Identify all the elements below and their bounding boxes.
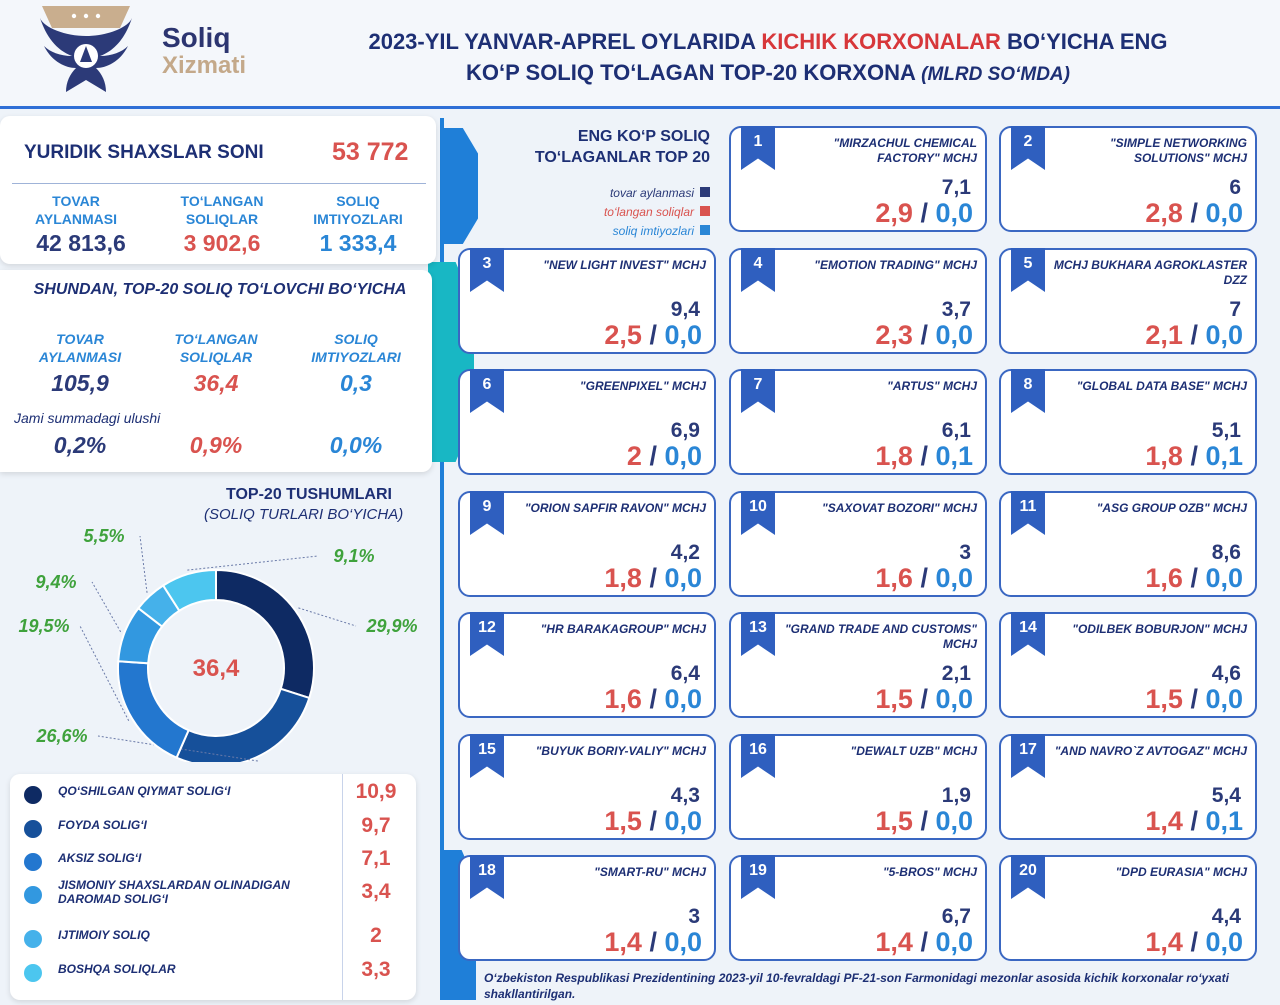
company-taxes: 1,4 <box>604 927 642 957</box>
separator: / <box>912 563 936 593</box>
separator: / <box>1182 563 1206 593</box>
separator: / <box>1182 927 1206 957</box>
company-name: "SIMPLE NETWORKING SOLUTIONS" MCHJ <box>1109 136 1247 165</box>
donut-percent-label: 19,5% <box>18 616 70 636</box>
donut-leader-line <box>92 582 121 632</box>
company-benefits: 0,0 <box>935 927 973 957</box>
top20-col2-label: TO‘LANGAN SOLIQLAR <box>174 331 258 365</box>
company-taxes: 1,8 <box>1145 441 1183 471</box>
page-title: 2023-YIL YANVAR-APREL OYLARIDA KICHIK KORXONALAR BO‘YICHA ENG KO‘P SOLIQ TO‘LAGAN TOP-20 KORXONA (MLRD SO‘MDA) <box>368 29 1168 85</box>
company-rank: 1 <box>753 133 763 150</box>
company-tax-line <box>1145 198 1243 229</box>
legend-item-taxes: to‘langan soliqlar <box>500 203 710 222</box>
separator: / <box>641 927 665 957</box>
company-benefits: 0,0 <box>664 684 702 714</box>
legend-dot-icon <box>24 853 42 871</box>
separator: / <box>912 806 936 836</box>
legend-label: FOYDA SOLIG‘I <box>58 818 147 832</box>
legend-value: 7,1 <box>361 847 391 870</box>
donut-leader-line <box>187 556 318 570</box>
company-tax-line <box>604 563 702 594</box>
company-rank: 17 <box>1019 741 1037 758</box>
summary-col1-label: TOVAR AYLANMASI <box>35 193 117 227</box>
company-benefits: 0,1 <box>1205 806 1243 836</box>
company-rank: 6 <box>482 376 492 393</box>
donut-leader-line <box>298 608 356 626</box>
legend-row <box>24 924 404 954</box>
company-benefits: 0,0 <box>935 684 973 714</box>
company-name: "MIRZACHUL CHEMICAL FACTORY" MCHJ <box>833 136 977 165</box>
company-card <box>729 491 987 597</box>
legend-dot-icon <box>24 886 42 904</box>
company-benefits: 0,0 <box>1205 320 1243 350</box>
company-tax-line <box>1145 684 1243 715</box>
company-card <box>729 126 987 232</box>
company-tax-line <box>604 320 702 351</box>
company-taxes: 1,8 <box>604 563 642 593</box>
company-card <box>999 734 1257 840</box>
company-name: "HR BARAKAGROUP" MCHJ <box>540 622 706 636</box>
company-taxes: 2,3 <box>875 320 913 350</box>
donut-slice <box>177 689 310 762</box>
company-turnover: 1,9 <box>941 784 971 807</box>
top20-legend <box>500 184 710 241</box>
company-name: "ORION SAPFIR RAVON" MCHJ <box>524 501 706 515</box>
legend-label: IJTIMOIY SOLIQ <box>58 928 150 942</box>
company-tax-line <box>875 320 973 351</box>
company-benefits: 0,1 <box>1205 441 1243 471</box>
separator: / <box>912 684 936 714</box>
company-card <box>729 248 987 354</box>
legend-value: 3,4 <box>361 880 391 903</box>
company-rank: 4 <box>753 255 763 272</box>
separator: / <box>912 198 936 228</box>
legend-label: BOSHQA SOLIQLAR <box>58 962 176 976</box>
top20-col3-value: 0,3 <box>340 370 372 396</box>
company-rank: 15 <box>478 741 496 758</box>
soliq-logo-icon <box>36 6 136 94</box>
company-turnover: 4,2 <box>670 541 700 564</box>
legend-value: 3,3 <box>361 958 391 981</box>
company-benefits: 0,0 <box>935 320 973 350</box>
company-taxes: 1,4 <box>1145 927 1183 957</box>
company-taxes: 1,6 <box>1145 563 1183 593</box>
company-card <box>999 369 1257 475</box>
company-turnover: 5,1 <box>1211 419 1241 442</box>
company-taxes: 1,6 <box>875 563 913 593</box>
top20-legend-title: ENG KO‘P SOLIQ TO‘LAGANLAR TOP 20 <box>534 128 710 166</box>
footer-note: O‘zbekiston Respublikasi Prezidentining 2023-yil 10-fevraldagi PF-21-son Farmonidagi mezonlar asosida kichik korxonalar ro‘yxati shakllantirilgan. <box>484 971 1229 1001</box>
company-turnover: 6 <box>1229 176 1241 199</box>
company-tax-line <box>875 684 973 715</box>
donut-title: TOP-20 TUSHUMLARI <box>226 486 392 503</box>
company-tax-line <box>875 441 973 472</box>
donut-percent-label: 26,6% <box>36 726 88 746</box>
brand-line2: Xizmati <box>162 52 247 79</box>
company-card <box>458 612 716 718</box>
summary-count: 53 772 <box>332 138 409 166</box>
company-tax-line <box>604 684 702 715</box>
company-name: "GREENPIXEL" MCHJ <box>579 379 706 393</box>
company-card <box>458 491 716 597</box>
company-turnover: 3 <box>959 541 971 564</box>
legend-row <box>24 780 404 810</box>
company-tax-line <box>875 806 973 837</box>
company-rank: 20 <box>1019 862 1037 879</box>
company-name: "EMOTION TRADING" MCHJ <box>814 258 977 272</box>
company-rank: 12 <box>478 619 496 636</box>
company-tax-line <box>604 927 702 958</box>
company-turnover: 6,9 <box>670 419 700 442</box>
company-rank: 8 <box>1023 376 1033 393</box>
summary-col1-value: 42 813,6 <box>36 230 126 256</box>
top20-col2-value: 36,4 <box>193 370 239 396</box>
company-benefits: 0,1 <box>935 441 973 471</box>
separator: / <box>1182 320 1206 350</box>
company-tax-line <box>1145 806 1243 837</box>
company-benefits: 0,0 <box>1205 927 1243 957</box>
company-tax-line <box>875 927 973 958</box>
company-rank: 9 <box>482 498 492 515</box>
separator: / <box>1182 684 1206 714</box>
company-turnover: 3 <box>688 905 700 928</box>
company-turnover: 9,4 <box>670 298 700 321</box>
company-tax-line <box>627 441 702 472</box>
company-turnover: 8,6 <box>1211 541 1241 564</box>
company-tax-line <box>1145 927 1243 958</box>
legend-value: 2 <box>370 924 382 947</box>
company-taxes: 1,6 <box>604 684 642 714</box>
company-taxes: 2,1 <box>1145 320 1183 350</box>
top20-col1-value: 105,9 <box>51 370 109 396</box>
company-benefits: 0,0 <box>664 320 702 350</box>
legend-label: AKSIZ SOLIG‘I <box>58 851 142 865</box>
company-rank: 19 <box>749 862 767 879</box>
summary-col2-label: TO‘LANGAN SOLIQLAR <box>180 193 264 227</box>
company-turnover: 6,4 <box>670 662 700 685</box>
company-card <box>729 734 987 840</box>
company-benefits: 0,0 <box>1205 684 1243 714</box>
legend-label: QO‘SHILGAN QIYMAT SOLIG‘I <box>58 784 231 798</box>
company-turnover: 7 <box>1229 298 1241 321</box>
company-name: "SMART-RU" MCHJ <box>594 865 706 879</box>
summary-col3-value: 1 333,4 <box>319 230 397 256</box>
company-turnover: 3,7 <box>941 298 971 321</box>
company-name: "AND NAVRO`Z AVTOGAZ" MCHJ <box>1054 744 1247 758</box>
company-card <box>729 855 987 961</box>
header-divider <box>0 106 1280 109</box>
company-taxes: 1,5 <box>604 806 642 836</box>
company-card <box>729 612 987 718</box>
company-taxes: 1,5 <box>875 806 913 836</box>
separator: / <box>641 441 665 471</box>
company-benefits: 0,0 <box>935 563 973 593</box>
legend-row <box>24 880 404 910</box>
company-taxes: 1,5 <box>875 684 913 714</box>
top20-col1-label: TOVAR AYLANMASI <box>38 331 122 365</box>
company-name: "ARTUS" MCHJ <box>887 379 977 393</box>
legend-row <box>24 847 404 877</box>
company-taxes: 1,4 <box>1145 806 1183 836</box>
company-rank: 7 <box>753 376 763 393</box>
donut-chart <box>0 522 440 762</box>
company-tax-line <box>1145 320 1243 351</box>
share-label: Jami summadagi ulushi <box>14 410 161 426</box>
legend-label: JISMONIY SHAXSLARDAN OLINADIGAN DAROMAD SOLIG‘I <box>58 878 290 906</box>
company-card <box>458 248 716 354</box>
summary-divider <box>12 183 426 184</box>
donut-legend-table <box>10 774 416 1000</box>
company-card <box>729 369 987 475</box>
separator: / <box>912 927 936 957</box>
company-tax-line <box>875 563 973 594</box>
company-name: "SAXOVAT BOZORI" MCHJ <box>822 501 977 515</box>
donut-center-label: 36,4 <box>192 655 240 682</box>
company-turnover: 7,1 <box>941 176 971 199</box>
company-rank: 3 <box>482 255 492 272</box>
company-tax-line <box>1145 441 1243 472</box>
company-taxes: 2,9 <box>875 198 913 228</box>
legend-row <box>24 814 404 844</box>
company-tax-line <box>604 806 702 837</box>
company-taxes: 1,5 <box>1145 684 1183 714</box>
donut-percent-label: 5,5% <box>83 526 125 546</box>
company-name: "NEW LIGHT INVEST" MCHJ <box>543 258 706 272</box>
company-rank: 11 <box>1019 498 1037 515</box>
top20-col3-share: 0,0% <box>329 432 383 458</box>
company-name: "5-BROS" MCHJ <box>882 865 977 879</box>
company-turnover: 6,1 <box>941 419 971 442</box>
legend-dot-icon <box>24 820 42 838</box>
company-taxes: 1,8 <box>875 441 913 471</box>
summary-card <box>0 116 436 264</box>
company-turnover: 6,7 <box>941 905 971 928</box>
separator: / <box>1182 198 1206 228</box>
donut-slice <box>118 661 189 757</box>
separator: / <box>641 806 665 836</box>
company-rank: 10 <box>749 498 767 515</box>
top20-heading: SHUNDAN, TOP-20 SOLIQ TO‘LOVCHI BO‘YICHA <box>33 281 407 298</box>
company-card <box>458 855 716 961</box>
legend-value: 10,9 <box>355 780 397 803</box>
company-name: "BUYUK BORIY-VALIY" MCHJ <box>535 744 706 758</box>
company-benefits: 0,0 <box>664 927 702 957</box>
company-turnover: 4,6 <box>1211 662 1241 685</box>
legend-dot-icon <box>24 786 42 804</box>
company-taxes: 2,8 <box>1145 198 1183 228</box>
company-name: "GRAND TRADE AND CUSTOMS" MCHJ <box>784 622 977 651</box>
company-benefits: 0,0 <box>935 198 973 228</box>
company-rank: 13 <box>749 619 767 636</box>
company-benefits: 0,0 <box>664 441 702 471</box>
separator: / <box>1182 441 1206 471</box>
company-tax-line <box>875 198 973 229</box>
separator: / <box>912 441 936 471</box>
legend-dot-icon <box>24 930 42 948</box>
summary-col2-value: 3 902,6 <box>183 230 261 256</box>
company-rank: 18 <box>478 862 496 879</box>
company-name: "GLOBAL DATA BASE" MCHJ <box>1076 379 1247 393</box>
donut-percent-label: 9,4% <box>35 572 77 592</box>
company-name: "ASG GROUP OZB" MCHJ <box>1096 501 1247 515</box>
top20-col2-share: 0,9% <box>189 432 243 458</box>
legend-item-turnover: tovar aylanmasi <box>500 184 710 203</box>
donut-percent-label: 29,9% <box>366 616 418 636</box>
company-rank: 2 <box>1023 133 1033 150</box>
company-card <box>458 734 716 840</box>
company-card <box>999 248 1257 354</box>
legend-dot-icon <box>24 964 42 982</box>
company-name: "ODILBEK BOBURJON" MCHJ <box>1072 622 1247 636</box>
separator: / <box>1182 806 1206 836</box>
legend-row <box>24 958 404 988</box>
donut-percent-label: 9,1% <box>333 546 375 566</box>
company-turnover: 4,4 <box>1211 905 1241 928</box>
company-card <box>999 126 1257 232</box>
company-turnover: 2,1 <box>941 662 971 685</box>
company-benefits: 0,0 <box>1205 563 1243 593</box>
company-taxes: 2,5 <box>604 320 642 350</box>
separator: / <box>641 684 665 714</box>
company-turnover: 5,4 <box>1211 784 1241 807</box>
company-benefits: 0,0 <box>664 563 702 593</box>
separator: / <box>912 320 936 350</box>
company-name: "DEWALT UZB" MCHJ <box>850 744 977 758</box>
company-card <box>458 369 716 475</box>
company-rank: 14 <box>1019 619 1037 636</box>
separator: / <box>641 320 665 350</box>
top20-card <box>0 270 432 472</box>
donut-leader-line <box>140 536 147 593</box>
company-taxes: 1,4 <box>875 927 913 957</box>
company-tax-line <box>1145 563 1243 594</box>
donut-subtitle: (SOLIQ TURLARI BO‘YICHA) <box>204 506 404 523</box>
company-taxes: 2 <box>626 441 642 471</box>
company-card <box>999 491 1257 597</box>
company-benefits: 0,0 <box>935 806 973 836</box>
company-turnover: 4,3 <box>670 784 700 807</box>
top20-col3-label: SOLIQ IMTIYOZLARI <box>311 331 401 365</box>
summary-label: YURIDIK SHAXSLAR SONI <box>24 142 264 163</box>
company-benefits: 0,0 <box>1205 198 1243 228</box>
legend-item-benefits: soliq imtiyozlari <box>500 222 710 241</box>
separator: / <box>641 563 665 593</box>
company-card <box>999 855 1257 961</box>
company-rank: 16 <box>749 741 767 758</box>
company-benefits: 0,0 <box>664 806 702 836</box>
summary-col3-label: SOLIQ IMTIYOZLARI <box>313 193 403 227</box>
company-name: MCHJ BUKHARA AGROKLASTER DZZ <box>1053 258 1247 287</box>
legend-value: 9,7 <box>361 814 391 837</box>
brand-line1: Soliq <box>162 22 231 53</box>
company-name: "DPD EURASIA" MCHJ <box>1115 865 1247 879</box>
top20-col1-share: 0,2% <box>53 432 107 458</box>
company-card <box>999 612 1257 718</box>
company-rank: 5 <box>1023 255 1033 272</box>
